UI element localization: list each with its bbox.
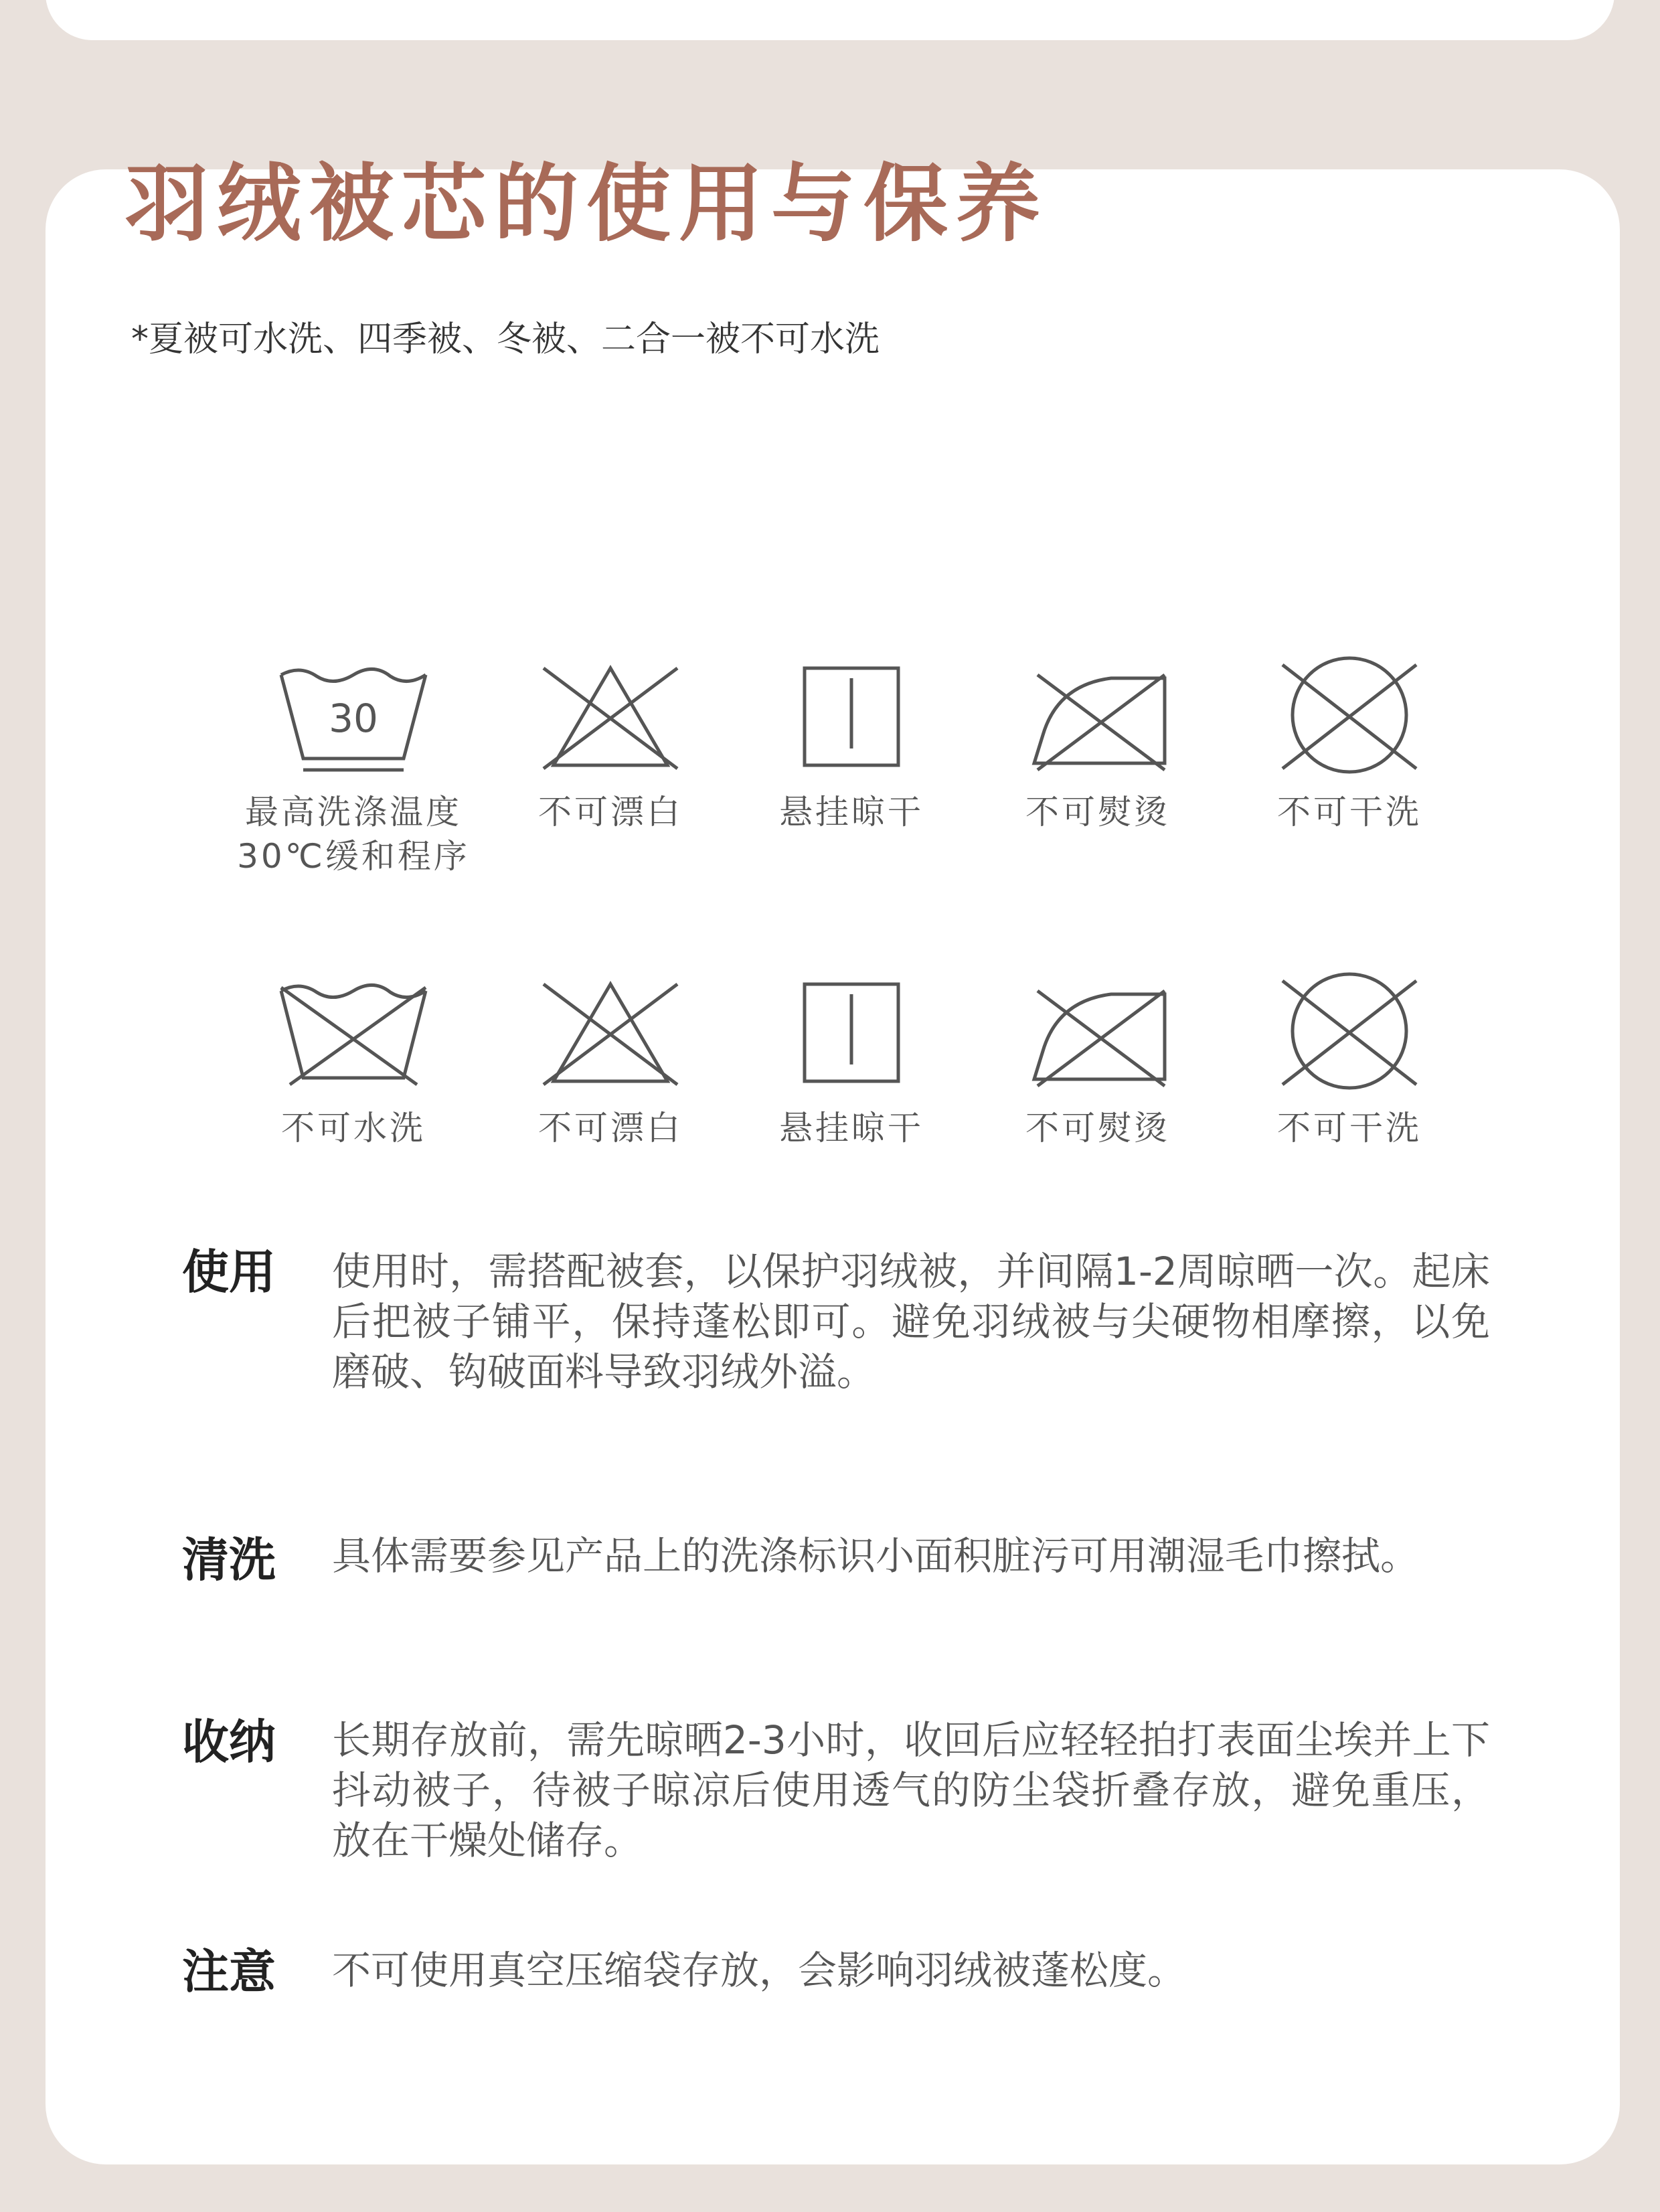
care-label-hang-dry: 悬挂晾干 bbox=[779, 793, 924, 832]
section-body-caution: 不可使用真空压缩袋存放，会影响羽绒被蓬松度。 bbox=[332, 1948, 1187, 1993]
section-body-washing: 具体需要参见产品上的洗涤标识小面积脏污可用潮湿毛巾擦拭。 bbox=[332, 1533, 1420, 1579]
hang-dry-icon bbox=[764, 648, 938, 782]
care-label-no-iron: 不可熨烫 bbox=[1025, 1109, 1170, 1148]
section-body-storage: 长期存放前，需先晾晒2-3小时，收回后应轻轻拍打表面尘埃并上下抖动被子，待被子晾凉后使用透气的防尘袋折叠存放，避免重压，放在干燥处储存。 bbox=[332, 1717, 1490, 1863]
section-body-usage: 使用时，需搭配被套，以保护羽绒被，并间隔1-2周晾晒一次。起床后把被子铺平，保持蓬松即可。避免羽绒被与尖硬物相摩擦，以免磨破、钩破面料导致羽绒外溢。 bbox=[332, 1249, 1490, 1395]
care-label-no-bleach: 不可漂白 bbox=[538, 793, 683, 832]
previous-card bbox=[46, 0, 1614, 40]
care-label-no-dry-clean: 不可干洗 bbox=[1277, 1109, 1422, 1148]
no-dry-clean-icon bbox=[1262, 964, 1436, 1098]
care-label-hang-dry: 悬挂晾干 bbox=[779, 1109, 924, 1148]
hang-dry-icon bbox=[764, 964, 938, 1098]
no-iron-icon bbox=[1011, 648, 1185, 782]
section-heading-storage: 收纳 bbox=[182, 1715, 276, 1769]
section-heading-washing: 清洗 bbox=[182, 1532, 276, 1587]
section-heading-caution: 注意 bbox=[182, 1944, 276, 1999]
no-bleach-icon bbox=[523, 964, 697, 1098]
no-iron-icon bbox=[1011, 964, 1185, 1098]
no-bleach-icon bbox=[523, 648, 697, 782]
wash-30-icon bbox=[266, 648, 440, 782]
care-label-no-dry-clean: 不可干洗 bbox=[1277, 793, 1422, 832]
care-label-wash-30: 最高洗涤温度 30℃缓和程序 bbox=[237, 793, 470, 876]
page-title: 羽绒被芯的使用与保养 bbox=[124, 155, 1048, 253]
care-label-no-iron: 不可熨烫 bbox=[1025, 793, 1170, 832]
wash-note: *夏被可水洗、四季被、冬被、二合一被不可水洗 bbox=[131, 319, 880, 360]
section-heading-usage: 使用 bbox=[182, 1245, 276, 1299]
wash-temp-text: 30 bbox=[329, 696, 378, 741]
no-dry-clean-icon bbox=[1262, 648, 1436, 782]
no-wash-icon bbox=[266, 964, 440, 1098]
care-label-no-wash: 不可水洗 bbox=[281, 1109, 426, 1148]
care-label-no-bleach: 不可漂白 bbox=[538, 1109, 683, 1148]
